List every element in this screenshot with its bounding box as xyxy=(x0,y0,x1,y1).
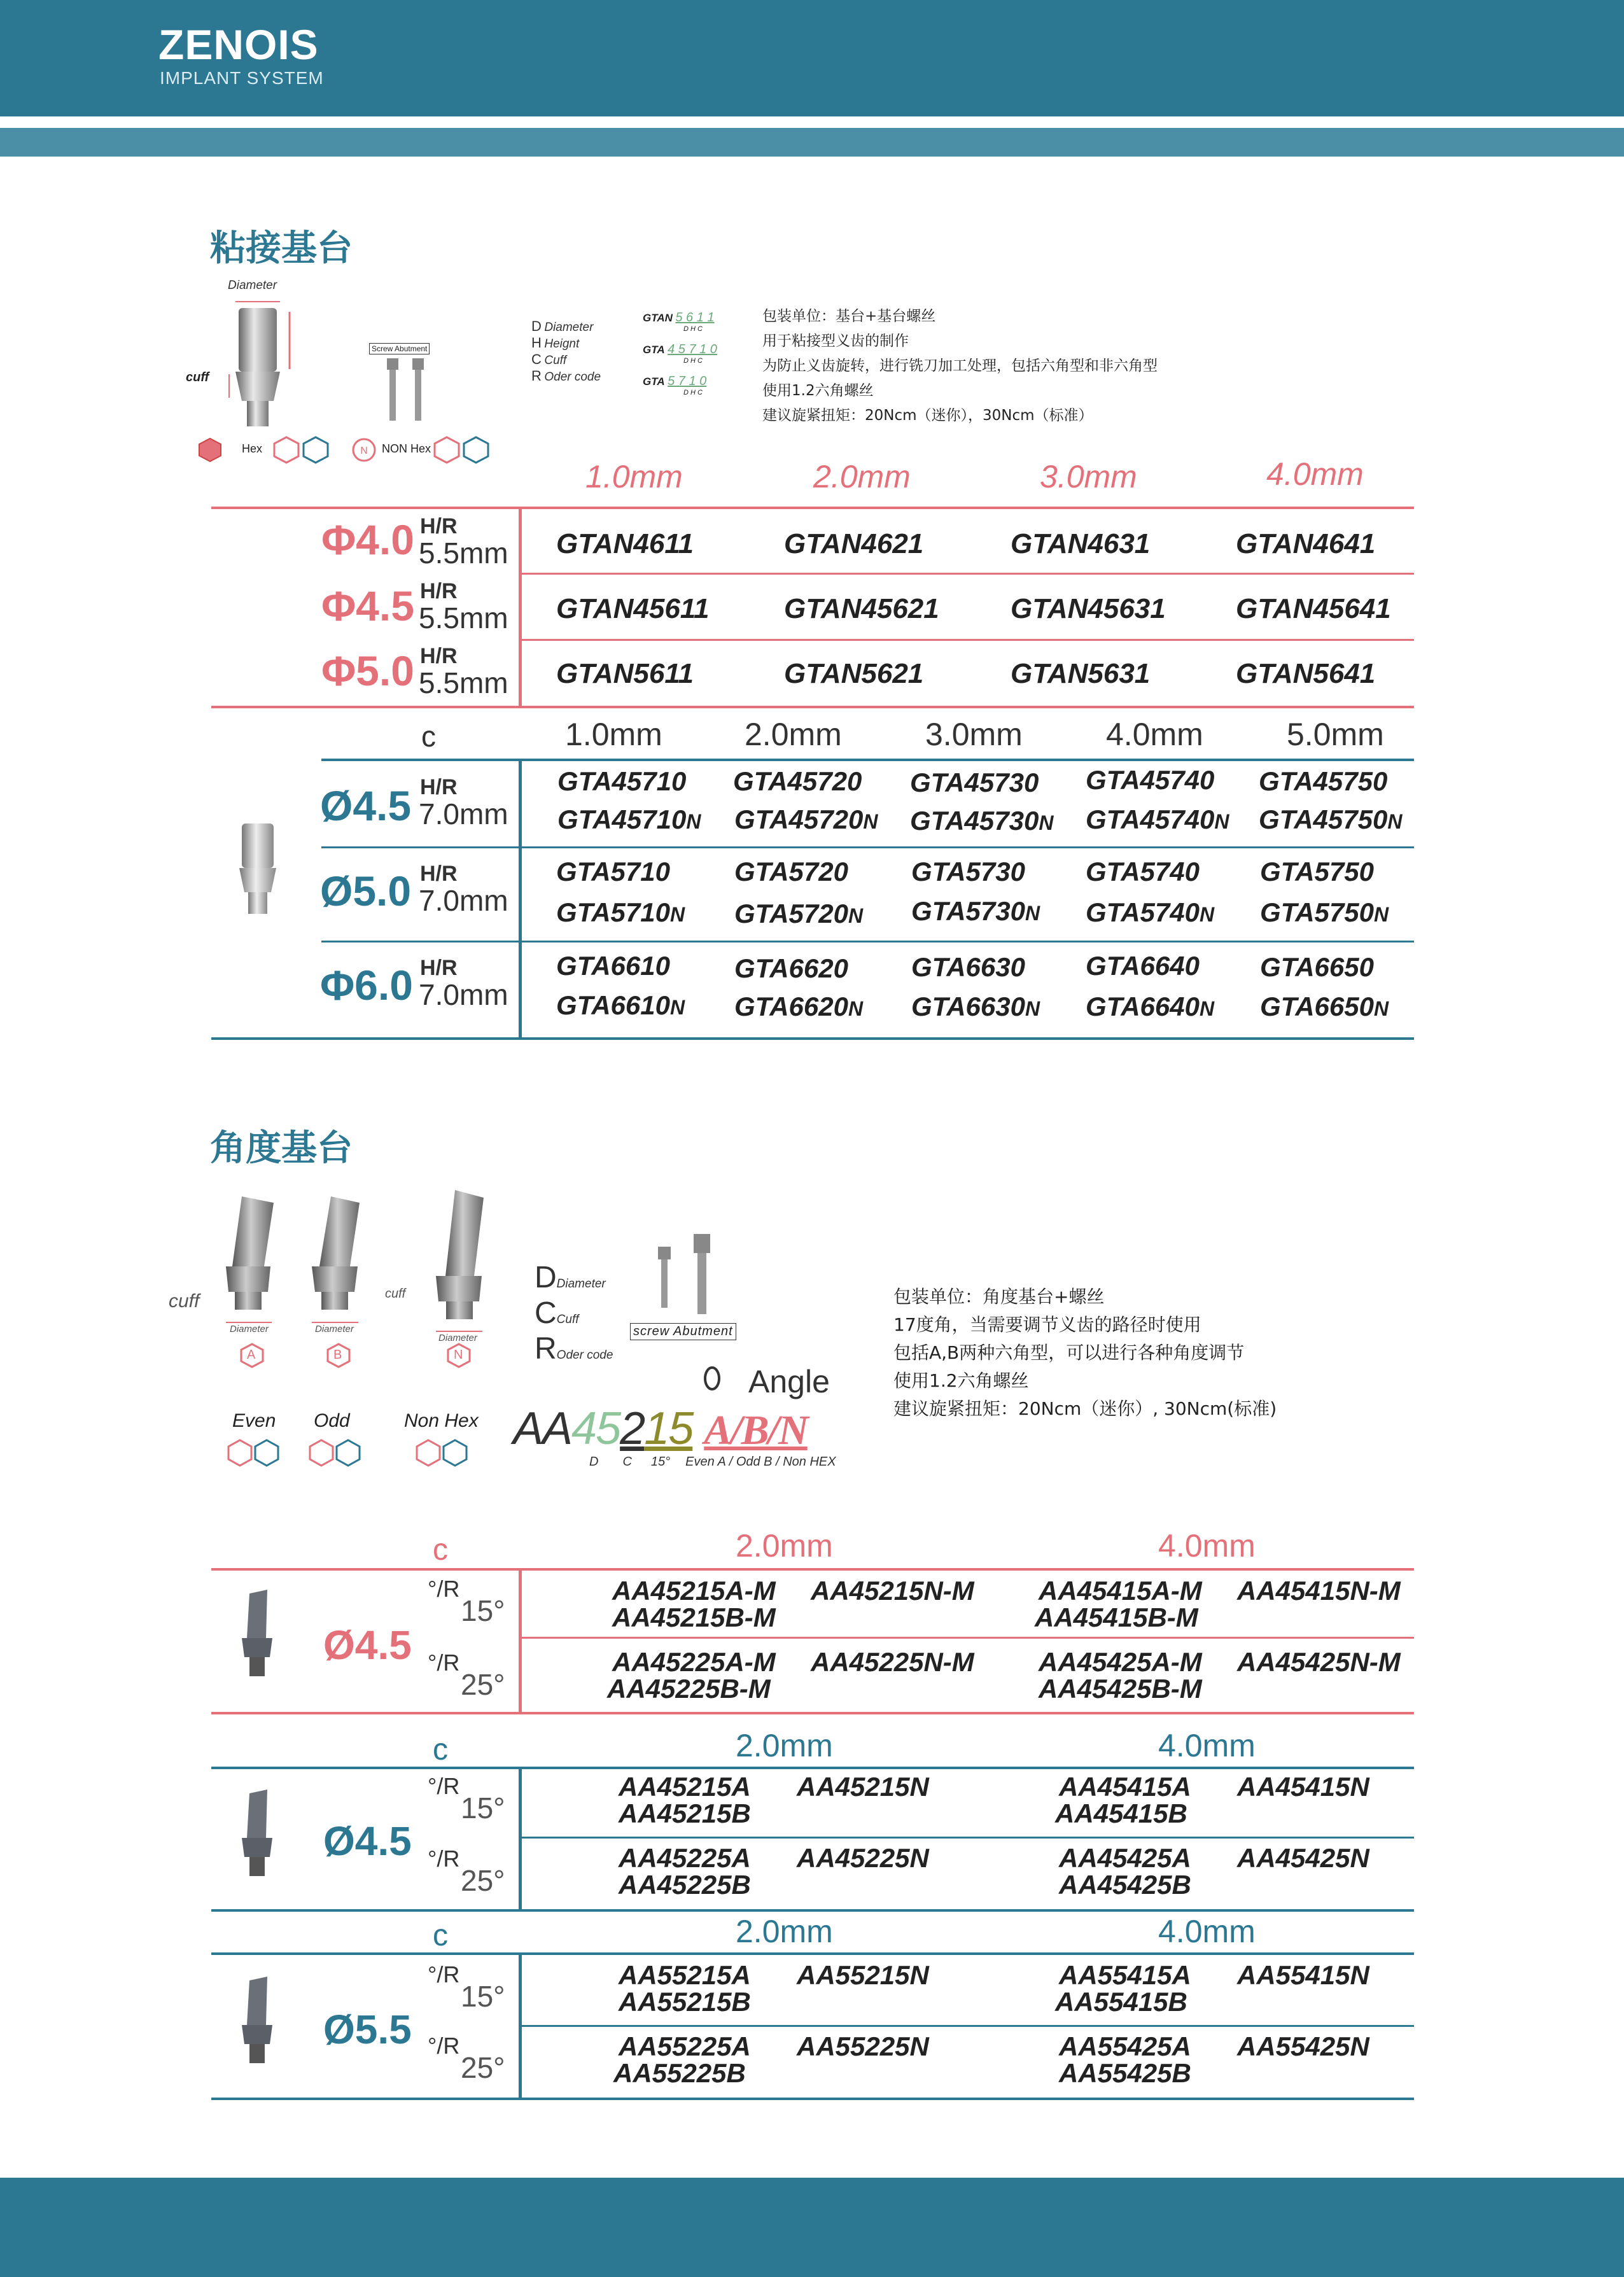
row-diameter: Φ4.5 xyxy=(321,582,414,629)
table-vline xyxy=(519,1954,522,2098)
table2-header: 5.0mm xyxy=(1287,717,1384,752)
angled-abutment-image xyxy=(235,1974,280,2070)
row-diameter: Ø4.5 xyxy=(320,782,412,829)
table1-header: 4.0mm xyxy=(1266,456,1364,492)
product-code: GTAN5611 xyxy=(556,658,694,689)
product-code: AA55215B xyxy=(619,1987,751,2017)
row-hr-label: H/R xyxy=(420,862,458,886)
product-code: GTA6620 xyxy=(734,953,848,983)
product-code: AA55225A xyxy=(619,2031,751,2061)
cuff-label: cuff xyxy=(169,1291,200,1312)
product-code: GTA45710 xyxy=(557,766,687,796)
row-hr-label: H/R xyxy=(420,956,458,980)
angle-label: Angle xyxy=(748,1364,830,1399)
row-diameter: Ø5.5 xyxy=(323,2007,412,2052)
product-code: GTA45720 xyxy=(733,766,862,796)
product-code-n: GTA6650N xyxy=(1260,991,1389,1021)
angle-value: 25° xyxy=(461,1668,505,1701)
angle-r-label: °/R xyxy=(428,2033,460,2059)
product-code: AA45225A xyxy=(619,1843,751,1873)
diameter-label: Diameter xyxy=(230,1324,269,1335)
row-hr-label: H/R xyxy=(420,514,458,538)
table-header: 4.0mm xyxy=(1158,1528,1256,1564)
product-code: AA55425A xyxy=(1059,2031,1191,2061)
table-header: 2.0mm xyxy=(736,1528,833,1564)
diameter-label: Diameter xyxy=(438,1333,477,1343)
product-code: GTA6650 xyxy=(1260,952,1374,982)
product-code: AA55415A xyxy=(1059,1960,1191,1990)
table-header: 2.0mm xyxy=(736,1914,833,1949)
c-label: c xyxy=(421,720,436,753)
even-label: Even xyxy=(232,1410,276,1431)
cuff-label: cuff xyxy=(186,370,209,384)
hex-label: Hex xyxy=(242,442,263,455)
row-height: 5.5mm xyxy=(419,536,508,570)
product-code: GTA5750 xyxy=(1260,857,1374,886)
row-height: 7.0mm xyxy=(419,978,508,1011)
product-code: AA45215A xyxy=(619,1772,751,1802)
c-label: c xyxy=(433,1919,448,1952)
product-code: GTAN45631 xyxy=(1011,593,1166,624)
product-code-n: GTA5750N xyxy=(1260,897,1389,927)
product-code: AA45215B-M xyxy=(612,1602,776,1632)
row-height: 7.0mm xyxy=(419,884,508,917)
angle-value: 15° xyxy=(461,1594,505,1627)
row-diameter: Φ4.0 xyxy=(321,516,414,563)
product-code: GTA6630 xyxy=(911,952,1025,982)
section2-title: 角度基台 xyxy=(210,1128,353,1169)
row-height: 7.0mm xyxy=(419,797,508,830)
table-header: 2.0mm xyxy=(736,1728,833,1763)
c-label: c xyxy=(433,1533,448,1567)
brand-logo: ZENOIS xyxy=(158,21,319,68)
product-code: AA45225B-M xyxy=(607,1674,771,1704)
c-label: c xyxy=(433,1733,448,1767)
product-code: AA45425N xyxy=(1237,1843,1369,1873)
section2-notes: 包装单位：角度基台+螺丝 17度角，当需要调节义齿的路径时使用 包括A,B两种六角型，可以进行各种角度调节 使用1.2六角螺丝 建议旋紧扭矩：20Ncm（迷你）, 30Ncm(标准) xyxy=(893,1286,1277,1419)
non-hex-label: Non Hex xyxy=(404,1410,479,1431)
product-code-n: GTA45740N xyxy=(1086,804,1229,834)
angle-r-label: °/R xyxy=(428,1961,460,1987)
section1-code-examples: GTAN 5 6 1 1 D H C GTA 4 5 7 1 0 D H C GTA 5 7 1 0 D H C xyxy=(643,311,717,396)
odd-label: Odd xyxy=(314,1410,350,1431)
product-code: GTA5710 xyxy=(556,857,670,886)
product-code-n: GTA5740N xyxy=(1086,897,1215,927)
product-code: GTAN5641 xyxy=(1236,658,1376,689)
product-code: GTAN4611 xyxy=(556,528,694,559)
row-diameter: Φ6.0 xyxy=(320,962,413,1009)
table2-header: 4.0mm xyxy=(1106,717,1203,752)
product-code-n: GTA45720N xyxy=(734,804,878,834)
product-code: AA45415A xyxy=(1059,1772,1191,1802)
product-code-n: GTA6620N xyxy=(734,991,864,1021)
product-code: AA45225N-M xyxy=(811,1647,974,1677)
product-code: AA55215N xyxy=(797,1960,929,1990)
row-diameter: Φ5.0 xyxy=(321,647,414,694)
table1-header: 2.0mm xyxy=(813,459,911,494)
product-code: AA55225B xyxy=(613,2058,746,2088)
product-code-n: GTA6640N xyxy=(1086,991,1215,1021)
product-code: AA45425A xyxy=(1059,1843,1191,1873)
product-code: GTA5730 xyxy=(911,857,1025,886)
row-hr-label: H/R xyxy=(420,579,458,603)
type-n-label: N xyxy=(454,1348,463,1362)
product-code: GTAN45641 xyxy=(1236,593,1391,624)
product-code: GTA6610 xyxy=(556,951,670,981)
product-code: AA45425B xyxy=(1059,1870,1191,1900)
product-code: AA45415N-M xyxy=(1237,1576,1401,1606)
table-top-line xyxy=(211,1952,1414,1955)
product-code: AA45415A-M xyxy=(1039,1576,1202,1606)
row-hr-label: H/R xyxy=(420,644,458,668)
angle-r-label: °/R xyxy=(428,1576,460,1602)
row-height: 5.5mm xyxy=(419,666,508,699)
table-header: 4.0mm xyxy=(1158,1914,1256,1949)
section1-notes: 包装单位：基台+基台螺丝 用于粘接型义齿的制作 为防止义齿旋转，进行铣刀加工处理，包括六角型和非六角型 使用1.2六角螺丝 建议旋紧扭矩：20Ncm（迷你），30Ncm（标准） xyxy=(762,308,1158,424)
table-bottom-line xyxy=(211,2098,1414,2100)
section2-code-example: AA45215 A/B/N xyxy=(513,1403,808,1454)
product-code: GTAN4641 xyxy=(1236,528,1376,559)
product-code-n: GTA6630N xyxy=(911,991,1040,1021)
product-code: AA55415N xyxy=(1237,1960,1369,1990)
product-code-n: GTA6610N xyxy=(556,990,685,1020)
product-code: AA45425B-M xyxy=(1039,1674,1202,1704)
row-diameter: Ø4.5 xyxy=(323,1622,412,1668)
product-code: GTA45740 xyxy=(1086,765,1215,795)
product-code: GTA6640 xyxy=(1086,951,1200,981)
brand-subtitle: IMPLANT SYSTEM xyxy=(160,68,324,88)
product-code: AA45215N-M xyxy=(811,1576,974,1606)
product-code: AA55215A xyxy=(619,1960,751,1990)
angle-value: 15° xyxy=(461,1980,505,2013)
row-height: 5.5mm xyxy=(419,601,508,634)
product-code: GTAN5631 xyxy=(1011,658,1151,689)
table2-header: 3.0mm xyxy=(925,717,1023,752)
product-code-n: GTA45750N xyxy=(1259,804,1403,834)
product-code: AA45225A-M xyxy=(612,1647,776,1677)
section1-legend: D Diameter H Heignt C Cuff R Oder code xyxy=(531,318,601,384)
angle-r-label: °/R xyxy=(428,1650,460,1676)
row-diameter: Ø4.5 xyxy=(323,1818,412,1864)
product-code-n: GTA5710N xyxy=(556,897,685,927)
product-code: AA45425A-M xyxy=(1039,1647,1202,1677)
row-diameter: Ø5.0 xyxy=(320,867,412,914)
svg-text:N: N xyxy=(360,445,368,456)
product-code-n: GTA45730N xyxy=(910,806,1054,836)
product-code-n: GTA5720N xyxy=(734,899,864,928)
screw-label: Screw Abutment xyxy=(369,343,430,354)
angle-value: 15° xyxy=(461,1791,505,1825)
angle-r-label: °/R xyxy=(428,1773,460,1799)
product-code: AA45215B xyxy=(619,1798,751,1828)
row-hr-label: H/R xyxy=(420,775,458,799)
product-code-n: GTA5730N xyxy=(911,896,1040,926)
table1-header: 3.0mm xyxy=(1040,459,1137,494)
angle-r-label: °/R xyxy=(428,1846,460,1872)
table2-header: 1.0mm xyxy=(565,717,662,752)
product-code: AA45215A-M xyxy=(612,1576,776,1606)
section2-legend: DDiameter CCuff ROder code xyxy=(535,1261,613,1366)
product-code: GTAN4631 xyxy=(1011,528,1151,559)
product-code: AA45215N xyxy=(797,1772,929,1802)
product-code: AA55425B xyxy=(1059,2058,1191,2088)
type-b-label: B xyxy=(333,1348,342,1362)
product-code: AA45415N xyxy=(1237,1772,1369,1802)
table-header: 4.0mm xyxy=(1158,1728,1256,1763)
product-code: AA45425N-M xyxy=(1237,1647,1401,1677)
product-code: GTAN45611 xyxy=(556,593,710,624)
table2-header: 2.0mm xyxy=(745,717,842,752)
product-code: GTA5720 xyxy=(734,857,848,886)
product-code: AA45415B-M xyxy=(1035,1602,1198,1632)
section1-title: 粘接基台 xyxy=(210,228,353,269)
product-code: GTAN5621 xyxy=(784,658,924,689)
product-code: AA55225N xyxy=(797,2031,929,2061)
diameter-label: Diameter xyxy=(228,279,277,292)
product-code-n: GTA45710N xyxy=(557,804,701,834)
non-hex-label: NON Hex xyxy=(382,442,431,455)
product-code: AA45225N xyxy=(797,1843,929,1873)
product-code: AA55425N xyxy=(1237,2031,1369,2061)
footer-bar xyxy=(0,2178,1624,2277)
cuff-label: cuff xyxy=(385,1287,406,1301)
angle-value: 25° xyxy=(461,1864,505,1897)
product-code: GTAN45621 xyxy=(784,593,939,624)
table1-header: 1.0mm xyxy=(585,459,683,494)
product-code: GTA5740 xyxy=(1086,857,1200,886)
diameter-label: Diameter xyxy=(315,1324,354,1335)
product-code: GTA45750 xyxy=(1259,766,1388,796)
product-code: AA45225B xyxy=(619,1870,751,1900)
product-code: AA45415B xyxy=(1055,1798,1187,1828)
product-code: GTA45730 xyxy=(910,767,1039,797)
product-code: AA55415B xyxy=(1055,1987,1187,2017)
angle-value: 25° xyxy=(461,2051,505,2084)
row-divider xyxy=(519,2025,1414,2027)
type-a-label: A xyxy=(247,1348,256,1362)
screw-label: screw Abutment xyxy=(630,1323,736,1340)
section2-code-sub: D C 15° Even A / Odd B / Non HEX xyxy=(589,1455,836,1469)
product-code: GTAN4621 xyxy=(784,528,924,559)
